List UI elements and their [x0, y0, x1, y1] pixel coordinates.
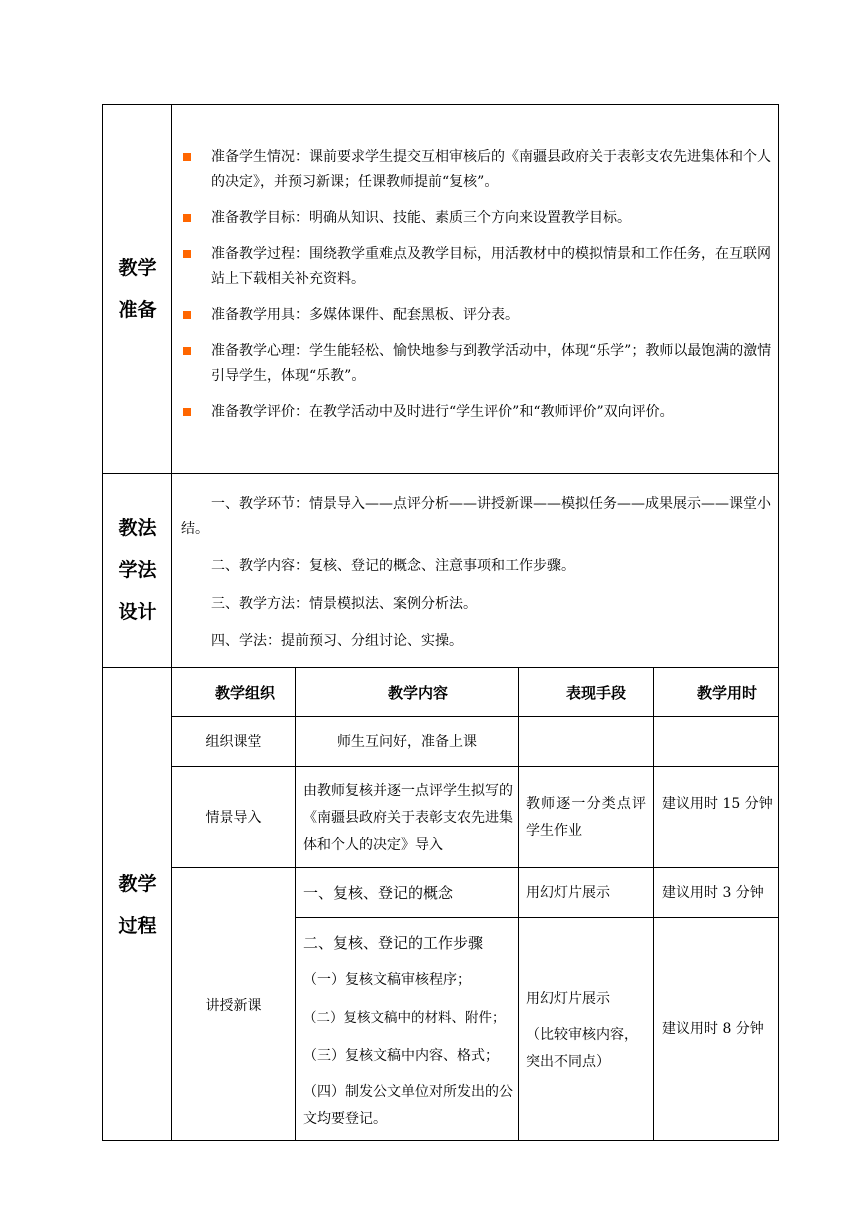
lesson-plan-table [102, 104, 779, 1141]
square-bullet-icon [183, 347, 191, 355]
list-item [183, 145, 773, 195]
row2-means: 教师逐一分类点评学生作业 [526, 796, 646, 839]
prep-header-line1: 教学 [118, 257, 157, 279]
method-para-3: 三、教学方法：情景模拟法、案例分析法。 [211, 596, 477, 612]
section-divider-method [103, 667, 778, 668]
col-header-time: 教学用时 [697, 684, 758, 702]
square-bullet-icon [183, 408, 191, 416]
prep-header [103, 247, 172, 331]
prep-item-text: 准备学生情况：课前要求学生提交互相审核后的《南疆县政府关于表彰支农先进集体和个人的决定》，并预习新课；任课教师提前“复核”。 [211, 149, 771, 190]
prep-item-text: 准备教学目标：明确从知识、技能、素质三个方向来设置教学目标。 [211, 210, 631, 226]
list-item [183, 206, 773, 231]
col-header-means: 表现手段 [566, 684, 627, 702]
row3-sub2-step: （三）复核文稿中内容、格式； [303, 1048, 499, 1064]
list-item [183, 339, 773, 389]
process-row3a-divider [295, 917, 778, 918]
row3-sub2-title: 二、复核、登记的工作步骤 [303, 934, 484, 952]
row3-sub2-means-line2: （比较审核内容，突出不同点） [526, 1027, 638, 1070]
method-para-2: 二、教学内容：复核、登记的概念、注意事项和工作步骤。 [211, 558, 575, 574]
row3-sub2-time: 建议用时 8 分钟 [662, 1021, 764, 1037]
row1-org: 组织课堂 [205, 734, 262, 750]
col-header-content: 教学内容 [388, 684, 449, 702]
row3-sub1-content: 一、复核、登记的概念 [303, 884, 454, 902]
list-item [183, 303, 773, 328]
method-para-4: 四、学法：提前预习、分组讨论、实操。 [211, 633, 463, 649]
row3-sub2-means-line1: 用幻灯片展示 [526, 991, 610, 1007]
method-para-1: 一、教学环节：情景导入——点评分析——讲授新课——模拟任务——成果展示——课堂小结。 [181, 496, 771, 537]
row3-org: 讲授新课 [205, 998, 262, 1014]
row2-time: 建议用时 15 分钟 [662, 796, 773, 812]
square-bullet-icon [183, 250, 191, 258]
method-header-line2: 学法 [118, 559, 157, 581]
process-row1-divider [171, 766, 778, 767]
row3-sub1-time: 建议用时 3 分钟 [662, 885, 764, 901]
row2-content: 由教师复核并逐一点评学生拟写的《南疆县政府关于表彰支农先进集体和个人的决定》导入 [303, 783, 513, 853]
method-header-line1: 教法 [118, 517, 157, 539]
process-col-divider-3 [653, 667, 654, 1140]
row3-sub2-step: （一）复核文稿审核程序； [303, 972, 471, 988]
method-header [103, 507, 172, 633]
prep-header-line2: 准备 [118, 299, 157, 321]
prep-item-text: 准备教学过程：围绕教学重难点及教学目标，用活教材中的模拟情景和工作任务，在互联网站上下载相关补充资料。 [211, 246, 771, 287]
square-bullet-icon [183, 311, 191, 319]
prep-item-text: 准备教学评价：在教学活动中及时进行“学生评价”和“教师评价”双向评价。 [211, 404, 674, 420]
list-item [183, 400, 773, 425]
row1-content: 师生互问好，准备上课 [337, 734, 477, 750]
row3-sub2-step: （二）复核文稿中的材料、附件； [303, 1010, 506, 1026]
row3-sub2-step: （四）制发公文单位对所发出的公文均要登记。 [303, 1084, 513, 1127]
process-header-line1: 教学 [118, 873, 157, 895]
prep-item-text: 准备教学用具：多媒体课件、配套黑板、评分表。 [211, 307, 519, 323]
row3-sub1-means: 用幻灯片展示 [526, 885, 610, 901]
row2-org: 情景导入 [205, 810, 262, 826]
process-header [103, 863, 172, 947]
square-bullet-icon [183, 214, 191, 222]
process-col-divider-2 [518, 667, 519, 1140]
process-header-line2: 过程 [118, 915, 157, 937]
col-header-org: 教学组织 [215, 684, 276, 702]
section-divider-prep [103, 473, 778, 474]
prep-list [183, 145, 773, 436]
method-header-line3: 设计 [118, 601, 157, 623]
list-item [183, 242, 773, 292]
square-bullet-icon [183, 153, 191, 161]
prep-item-text: 准备教学心理：学生能轻松、愉快地参与到教学活动中，体现“乐学”；教师以最饱满的激情引导学生，体现“乐教”。 [211, 343, 772, 384]
process-row2-divider [171, 867, 778, 868]
